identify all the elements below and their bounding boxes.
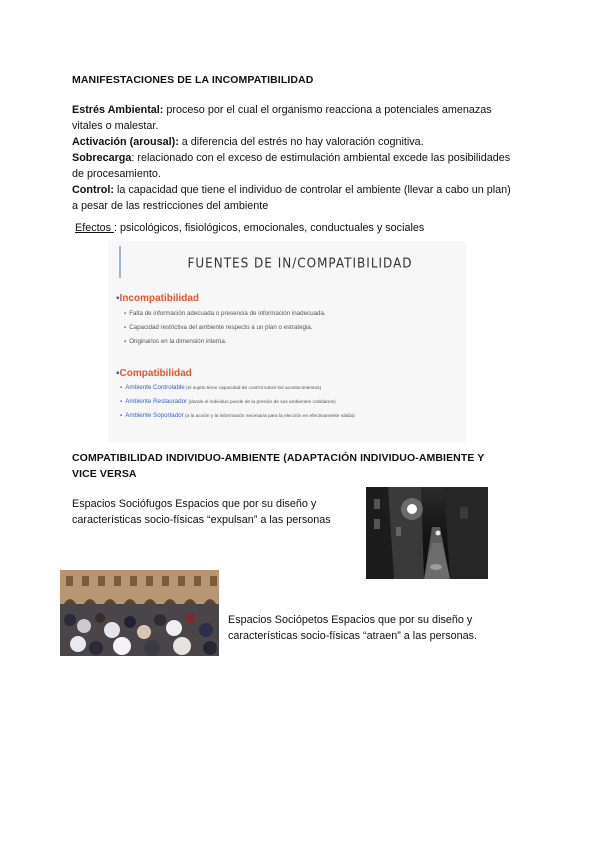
slide-title: FUENTES DE IN/COMPATIBILIDAD — [187, 255, 413, 271]
definition-control-cont: a pesar de las restricciones del ambiente — [72, 200, 269, 212]
definition-sobrecarga: Sobrecarga: relacionado con el exceso de estimulación ambiental excede las posibilidades — [72, 152, 511, 164]
efectos-text: : psicológicos, fisiológicos, emocionales, conductuales y sociales — [114, 222, 425, 234]
section-title-manifestaciones: MANIFESTACIONES DE LA INCOMPATIBILIDAD — [72, 74, 314, 86]
efectos-label: Efectos — [75, 222, 115, 234]
slide-incompat-item: ▪ Originarios en la dimensión interna. — [124, 338, 227, 345]
slide-compat-item: ▪ Ambiente Restaurador (donde el individuo puede de la presión de sus ambientes cotidianos) — [120, 398, 336, 405]
slide-incompat-item: ▪ Capacidad restrictiva del ambiente respecto a un plan o estrategia. — [124, 324, 313, 331]
bullet-icon: ▪ — [120, 384, 123, 391]
square-bullet-icon: ▪ — [116, 368, 120, 379]
bullet-icon: ▪ — [120, 412, 123, 419]
plaza-crowd-photo — [60, 570, 219, 656]
definition-estres-cont: vitales o malestar. — [72, 120, 159, 132]
efectos-line — [75, 220, 424, 236]
sociopetos-text: Espacios Sociópetos Espacios que por su diseño y características socio-físicas “atraen” a las personas. — [228, 614, 478, 642]
section-title-compatibilidad: COMPATIBILIDAD INDIVIDUO-AMBIENTE (ADAPTACIÓN INDIVIDUO-AMBIENTE Y — [72, 452, 485, 464]
square-bullet-icon: ▪ — [116, 293, 120, 304]
definition-control: Control: la capacidad que tiene el individuo de controlar el ambiente (llevar a cabo un plan) — [72, 184, 511, 196]
definition-sobrecarga-cont: de procesamiento. — [72, 168, 161, 180]
definitions-block — [72, 102, 542, 214]
slide-accent-bar — [119, 246, 121, 278]
slide-incompat-title: ▪Incompatibilidad — [116, 293, 199, 304]
slide-compat-title: ▪Compatibilidad — [116, 368, 192, 379]
slide-incompat-item: ▪ Falta de información adecuada o presencia de información inadecuada. — [124, 310, 326, 317]
bullet-icon: ▪ — [124, 310, 127, 317]
bullet-icon: ▪ — [124, 338, 127, 345]
slide-compat-item: ▪ Ambiente Controlable (el sujeto tiene capacidad de control sobre los acontecimientos) — [120, 384, 322, 391]
bullet-icon: ▪ — [120, 398, 123, 405]
sociofugos-text: Espacios Sociófugos Espacios que por su diseño y características socio-físicas “expulsan” a las personas — [72, 498, 331, 526]
plaza-illustration — [60, 570, 219, 656]
slide-compat-item: ▪ Ambiente Soportador (a la acción y la información necesaria para la elección en efectivamente válida) — [120, 412, 355, 419]
bullet-icon: ▪ — [124, 324, 127, 331]
definition-estres: Estrés Ambiental: proceso por el cual el organismo reacciona a potenciales amenazas — [72, 104, 492, 116]
definition-activacion: Activación (arousal): a diferencia del estrés no hay valoración cognitiva. — [72, 136, 424, 148]
section-title-compatibilidad-cont: VICE VERSA — [72, 468, 137, 480]
street-night-photo — [366, 487, 488, 579]
street-night-illustration — [366, 487, 488, 579]
